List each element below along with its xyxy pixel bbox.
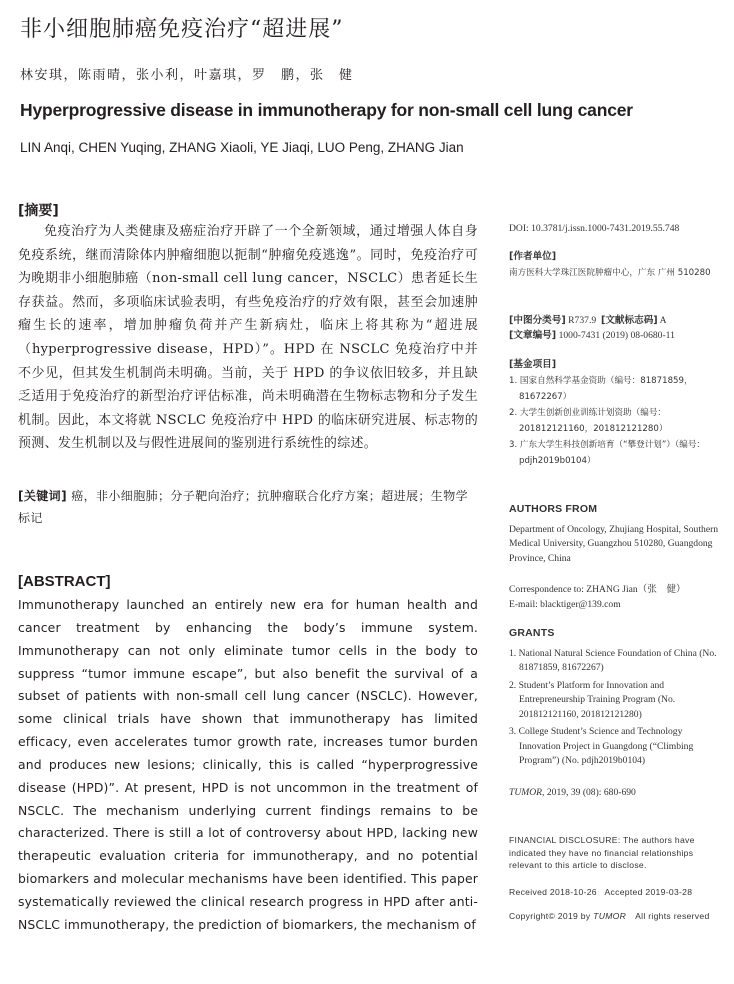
funding-item: 3. 广东大学生科技创新培育（“攀登计划”）（编号：pdjh2019b0104） xyxy=(509,439,706,466)
english-title: Hyperprogressive disease in immunotherapy for non-small cell lung cancer xyxy=(20,100,633,120)
grant-item: 3. College Student’s Science and Technology Innovation Project in Guangdong (“Climbing Program”) (No. pdjh2019b0104) xyxy=(509,726,694,766)
authors-from-block xyxy=(509,502,719,566)
chinese-abstract-text: 免疫治疗为人类健康及癌症治疗开辟了一个全新领域，通过增强人体自身免疫系统，继而清除体内肿瘤细胞以扼制“肿瘤免疫逃逸”。同时，免疫治疗可为晚期非小细胞肺癌（non-small cell lung cancer，NSCLC）患者延长生存获益。然而，多项临床试验表明，有些免疫治疗的疗效有限，甚至会加速肿瘤生长的速率，增加肿瘤负荷并产生新病灶，临床上将其称为“超进展（hyperprogressive disease，HPD）”。HPD 在 NSCLC 免疫治疗中并不少见，但其发生机制尚未明确。当前，关于 HPD 的争议依旧较多，并且缺乏适用于免疫治疗的新型治疗评估标准，尚未明确潜在生物标志物和分子发生机制。因此，本文将就 NSCLC 免疫治疗中 HPD 的临床研究进展、标志物的预测、发生机制以及与假性进展间的鉴别进行系统性的综述。 xyxy=(18,224,478,452)
chinese-keywords xyxy=(18,485,478,529)
author-unit-block xyxy=(509,250,719,281)
doi: DOI: 10.3781/j.issn.1000-7431.2019.55.748 xyxy=(509,223,680,234)
article-number-value: 1000-7431 (2019) 08-0680-11 xyxy=(558,329,675,341)
correspondence: Correspondence to: ZHANG Jian（张 健） xyxy=(509,584,686,595)
journal-name: TUMOR xyxy=(509,787,543,798)
article-number-row xyxy=(509,329,719,344)
grants-heading: GRANTS xyxy=(509,627,555,639)
dates-row xyxy=(509,886,719,899)
keywords-label: [关键词] xyxy=(18,489,67,503)
classification-row xyxy=(509,314,719,329)
funding-block xyxy=(509,358,719,469)
author-unit-text: 南方医科大学珠江医院肿瘤中心，广东 广州 510280 xyxy=(509,267,711,278)
class-label: [中图分类号] xyxy=(509,315,566,326)
authors-from-text: Department of Oncology, Zhujiang Hospital, Southern Medical University, Guangzhou 510280, Guangdong Province, China xyxy=(509,523,719,564)
journal-citation xyxy=(509,786,719,801)
grants-list xyxy=(509,647,719,769)
authors-from-heading: AUTHORS FROM xyxy=(509,503,598,515)
financial-disclosure: FINANCIAL DISCLOSURE: The authors have indicated they have no financial relationships relevant to this article to disclose. xyxy=(509,835,695,870)
grants-block xyxy=(509,626,719,769)
grant-item: 2. Student’s Platform for Innovation and Entrepreneurship Training Program (No. 201812121160, 201812121280) xyxy=(509,679,676,720)
funding-item: 1. 国家自然科学基金资助（编号：81871859，81672267） xyxy=(509,375,693,402)
classification-block xyxy=(509,314,719,343)
english-authors: LIN Anqi, CHEN Yuqing, ZHANG Xiaoli, YE Jiaqi, LUO Peng, ZHANG Jian xyxy=(20,140,464,155)
english-abstract-text: Immunotherapy launched an entirely new era for human health and cancer treatment by enhancing the body’s immune system. Immunotherapy can not only eliminate tumor cells in the body to suppress “tumor immune escape”, but also benefit the survival of a subset of patients with non-small cell lung cancer (NSCLC). However, some clinical trials have shown that immunotherapy has limited efficacy, even accelerates tumor growth rate, increases tumor burden and produces new lesions; clinically, this is called “hyperprogressive disease (HPD)”. At present, HPD is not uncommon in the treatment of NSCLC. The mechanism underlying current findings remains to be characterized. There is still a lot of controversy about HPD, lacking new therapeutic evaluation criteria for immunotherapy, and no potential biomarkers and molecular mechanisms have been identified. This paper systematically reviewed the clinical research progress in HPD after anti-NSCLC immunotherapy, the prediction of biomarkers, the mechanism of xyxy=(18,597,478,932)
funding-label: [基金项目] xyxy=(509,359,557,370)
copyright-prefix: Copyright© 2019 by xyxy=(509,911,594,921)
funding-item: 2. 大学生创新创业训练计划资助（编号：201812121160，201812121280） xyxy=(509,407,668,434)
author-unit-label: [作者单位] xyxy=(509,251,557,262)
grant-item: 1. National Natural Science Foundation of China (No. 81871859, 81672267) xyxy=(509,647,717,673)
copyright-journal: TUMOR xyxy=(593,911,627,921)
doc-code-value: A xyxy=(659,315,667,326)
copyright xyxy=(509,910,719,923)
copyright-suffix: All rights reserved xyxy=(626,911,710,921)
chinese-title: 非小细胞肺癌免疫治疗“超进展” xyxy=(20,17,344,42)
accepted-date: Accepted 2019-03-28 xyxy=(604,887,693,897)
doc-code-label: [文献标志码] xyxy=(600,315,658,326)
correspondence-block xyxy=(509,583,719,612)
funding-list xyxy=(509,373,719,469)
received-date: Received 2018-10-26 xyxy=(509,887,597,897)
chinese-abstract-heading: [摘要] xyxy=(18,203,59,219)
article-number-label: [文章编号] xyxy=(509,329,557,341)
english-abstract-heading: [ABSTRACT] xyxy=(18,573,111,590)
class-value: R737.9 xyxy=(568,315,597,326)
email: E-mail: blacktiger@139.com xyxy=(509,598,621,610)
chinese-authors: 林安琪，陈雨晴，张小利，叶嘉琪，罗 鹏，张 健 xyxy=(20,68,354,83)
keywords-text: 癌，非小细胞肺；分子靶向治疗；抗肿瘤联合化疗方案；超进展；生物学标记 xyxy=(18,489,469,525)
journal-cite: , 2019, 39 (08): 680-690 xyxy=(542,787,636,798)
